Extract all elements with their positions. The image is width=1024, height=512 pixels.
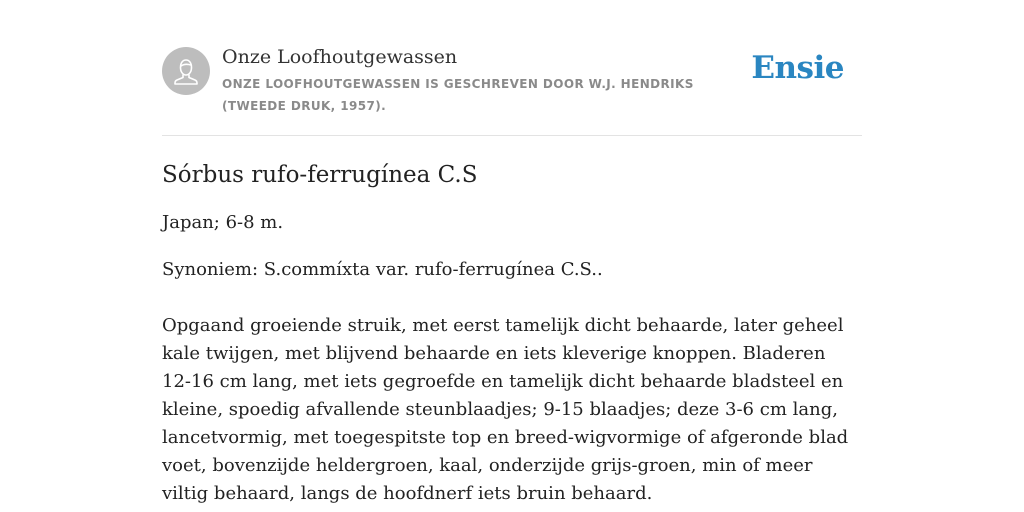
avatar[interactable]	[162, 47, 210, 95]
user-silhouette-icon	[162, 47, 210, 95]
entry-content	[162, 158, 862, 508]
entry-synonym: Synoniem: S.commíxta var. rufo-ferrugínea C.S..	[162, 259, 603, 280]
source-title[interactable]: Onze Loofhoutgewassen	[222, 46, 458, 68]
header-divider	[162, 135, 862, 136]
entry-origin: Japan; 6-8 m.	[162, 212, 284, 233]
ensie-logo[interactable]: Ensie	[751, 50, 844, 86]
entry-description: Opgaand groeiende struik, met eerst tamelijk dicht behaarde, later geheel kale twijgen, met blijvend behaarde en iets kleverige knoppen. Bladeren 12-16 cm lang, met iets gegroefde en tamelijk dicht behaarde bladsteel en kleine, spoedig afvallende steunblaadjes; 9-15 blaadjes; deze 3-6 cm lang, lancetvormig, met toegespitste top en breed-wigvormige of afgeronde blad voet, bovenzijde heldergroen, kaal, onderzijde grijs-groen, min of meer viltig behaard, langs de hoofdnerf iets bruin behaard.	[162, 315, 849, 504]
entry-title: Sórbus rufo-ferrugínea C.S	[162, 162, 478, 188]
source-header	[162, 46, 862, 136]
source-subtitle: ONZE LOOFHOUTGEWASSEN IS GESCHREVEN DOOR W.J. HENDRIKS (TWEEDE DRUK, 1957).	[222, 77, 694, 113]
